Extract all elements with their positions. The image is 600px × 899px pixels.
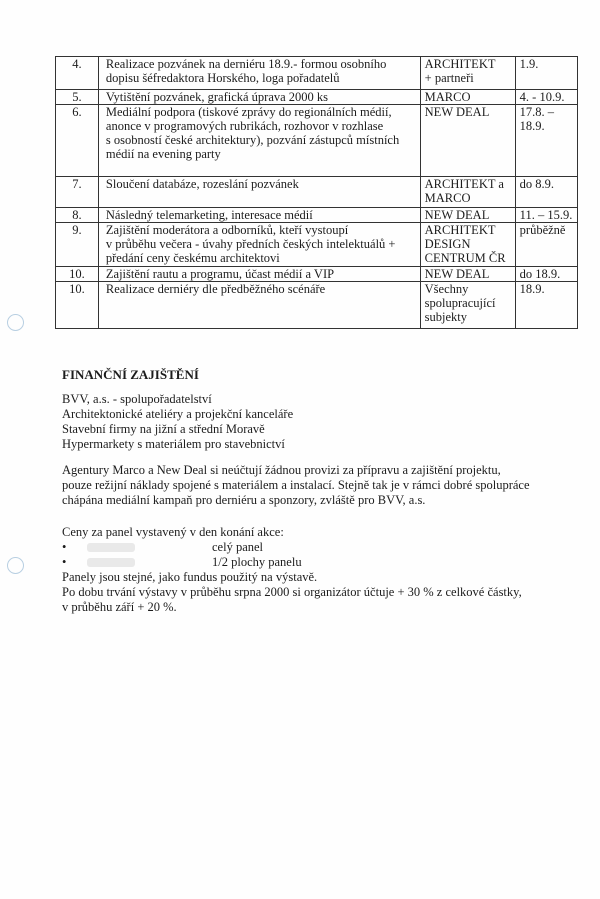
table-row xyxy=(56,267,578,282)
responsible-cell: NEW DEAL xyxy=(420,105,515,177)
date-cell: průběžně xyxy=(515,223,577,267)
task-cell: Zajištění moderátora a odborníků, kteří vystoupí v průběhu večera - úvahy předních českých intelektuálů + předání ceny českému architektovi xyxy=(98,223,420,267)
punch-hole-top xyxy=(7,314,24,331)
schedule-table xyxy=(55,56,578,329)
date-cell: do 18.9. xyxy=(515,267,577,282)
row-number: 6. xyxy=(56,105,99,177)
closing-paragraph: Panely jsou stejné, jako fundus použitý na výstavě. Po dobu trvání výstavy v průběhu srpna 2000 si organizátor účtuje + 30 % z celkové částky, v průběhu září + 20 %. xyxy=(62,570,522,614)
responsible-cell: NEW DEAL xyxy=(420,208,515,223)
task-cell: Realizace pozvánek na derniéru 18.9.- formou osobního dopisu šéfredaktora Horského, loga pořadatelů xyxy=(98,57,420,90)
responsible-cell: ARCHITEKT a MARCO xyxy=(420,177,515,208)
bullet-dot: • xyxy=(62,540,67,554)
punch-hole-bottom xyxy=(7,557,24,574)
row-number: 10. xyxy=(56,267,99,282)
partners-list: BVV, a.s. - spolupořadatelství Architektonické ateliéry a projekční kanceláře Stavební firmy na jižní a střední Moravě Hypermarkety s materiálem pro stavebnictví xyxy=(62,392,294,451)
table-row xyxy=(56,223,578,267)
prices-intro: Ceny za panel vystavený v den konání akce: xyxy=(62,525,284,539)
task-cell: Realizace derniéry dle předběžného scénáře xyxy=(98,282,420,329)
table-row xyxy=(56,57,578,90)
date-cell: 11. – 15.9. xyxy=(515,208,577,223)
table-row xyxy=(56,282,578,329)
row-number: 8. xyxy=(56,208,99,223)
date-cell: 17.8. – 18.9. xyxy=(515,105,577,177)
task-cell: Vytištění pozvánek, grafická úprava 2000 ks xyxy=(98,90,420,105)
task-cell: Mediální podpora (tiskové zprávy do regionálních médií, anonce v programových rubrikách, rozhovor v rozhlase s osobností české architektury), pozvání zástupců místních médií na evening party xyxy=(98,105,420,177)
redacted-price xyxy=(87,543,135,552)
responsible-cell: Všechny spolupracující subjekty xyxy=(420,282,515,329)
responsible-cell: ARCHITEKT + partneři xyxy=(420,57,515,90)
row-number: 10. xyxy=(56,282,99,329)
responsible-cell: MARCO xyxy=(420,90,515,105)
table-row xyxy=(56,177,578,208)
row-number: 5. xyxy=(56,90,99,105)
section-title: FINANČNÍ ZAJIŠTĚNÍ xyxy=(62,367,199,382)
task-cell: Následný telemarketing, interesace médií xyxy=(98,208,420,223)
agencies-paragraph: Agentury Marco a New Deal si neúčtují žádnou provizi za přípravu a zajištění projektu, pouze režijní náklady spojené s materiálem a instalací. Stejně tak je v rámci dobré spolupráce chápána mediální kampaň pro derniéru a sponzory, zvláště pro BVV, a.s. xyxy=(62,463,530,507)
table-row xyxy=(56,208,578,223)
table-row xyxy=(56,90,578,105)
task-cell: Sloučení databáze, rozeslání pozvánek xyxy=(98,177,420,208)
redacted-price xyxy=(87,558,135,567)
row-number: 4. xyxy=(56,57,99,90)
table-row xyxy=(56,105,578,177)
date-cell: 1.9. xyxy=(515,57,577,90)
date-cell: do 8.9. xyxy=(515,177,577,208)
bullet-label: celý panel xyxy=(212,540,264,554)
date-cell: 4. - 10.9. xyxy=(515,90,577,105)
bullet-label: 1/2 plochy panelu xyxy=(212,555,302,569)
bullet-dot: • xyxy=(62,555,67,569)
row-number: 7. xyxy=(56,177,99,208)
responsible-cell: ARCHITEKT DESIGN CENTRUM ČR xyxy=(420,223,515,267)
task-cell: Zajištění rautu a programu, účast médií a VIP xyxy=(98,267,420,282)
row-number: 9. xyxy=(56,223,99,267)
date-cell: 18.9. xyxy=(515,282,577,329)
responsible-cell: NEW DEAL xyxy=(420,267,515,282)
